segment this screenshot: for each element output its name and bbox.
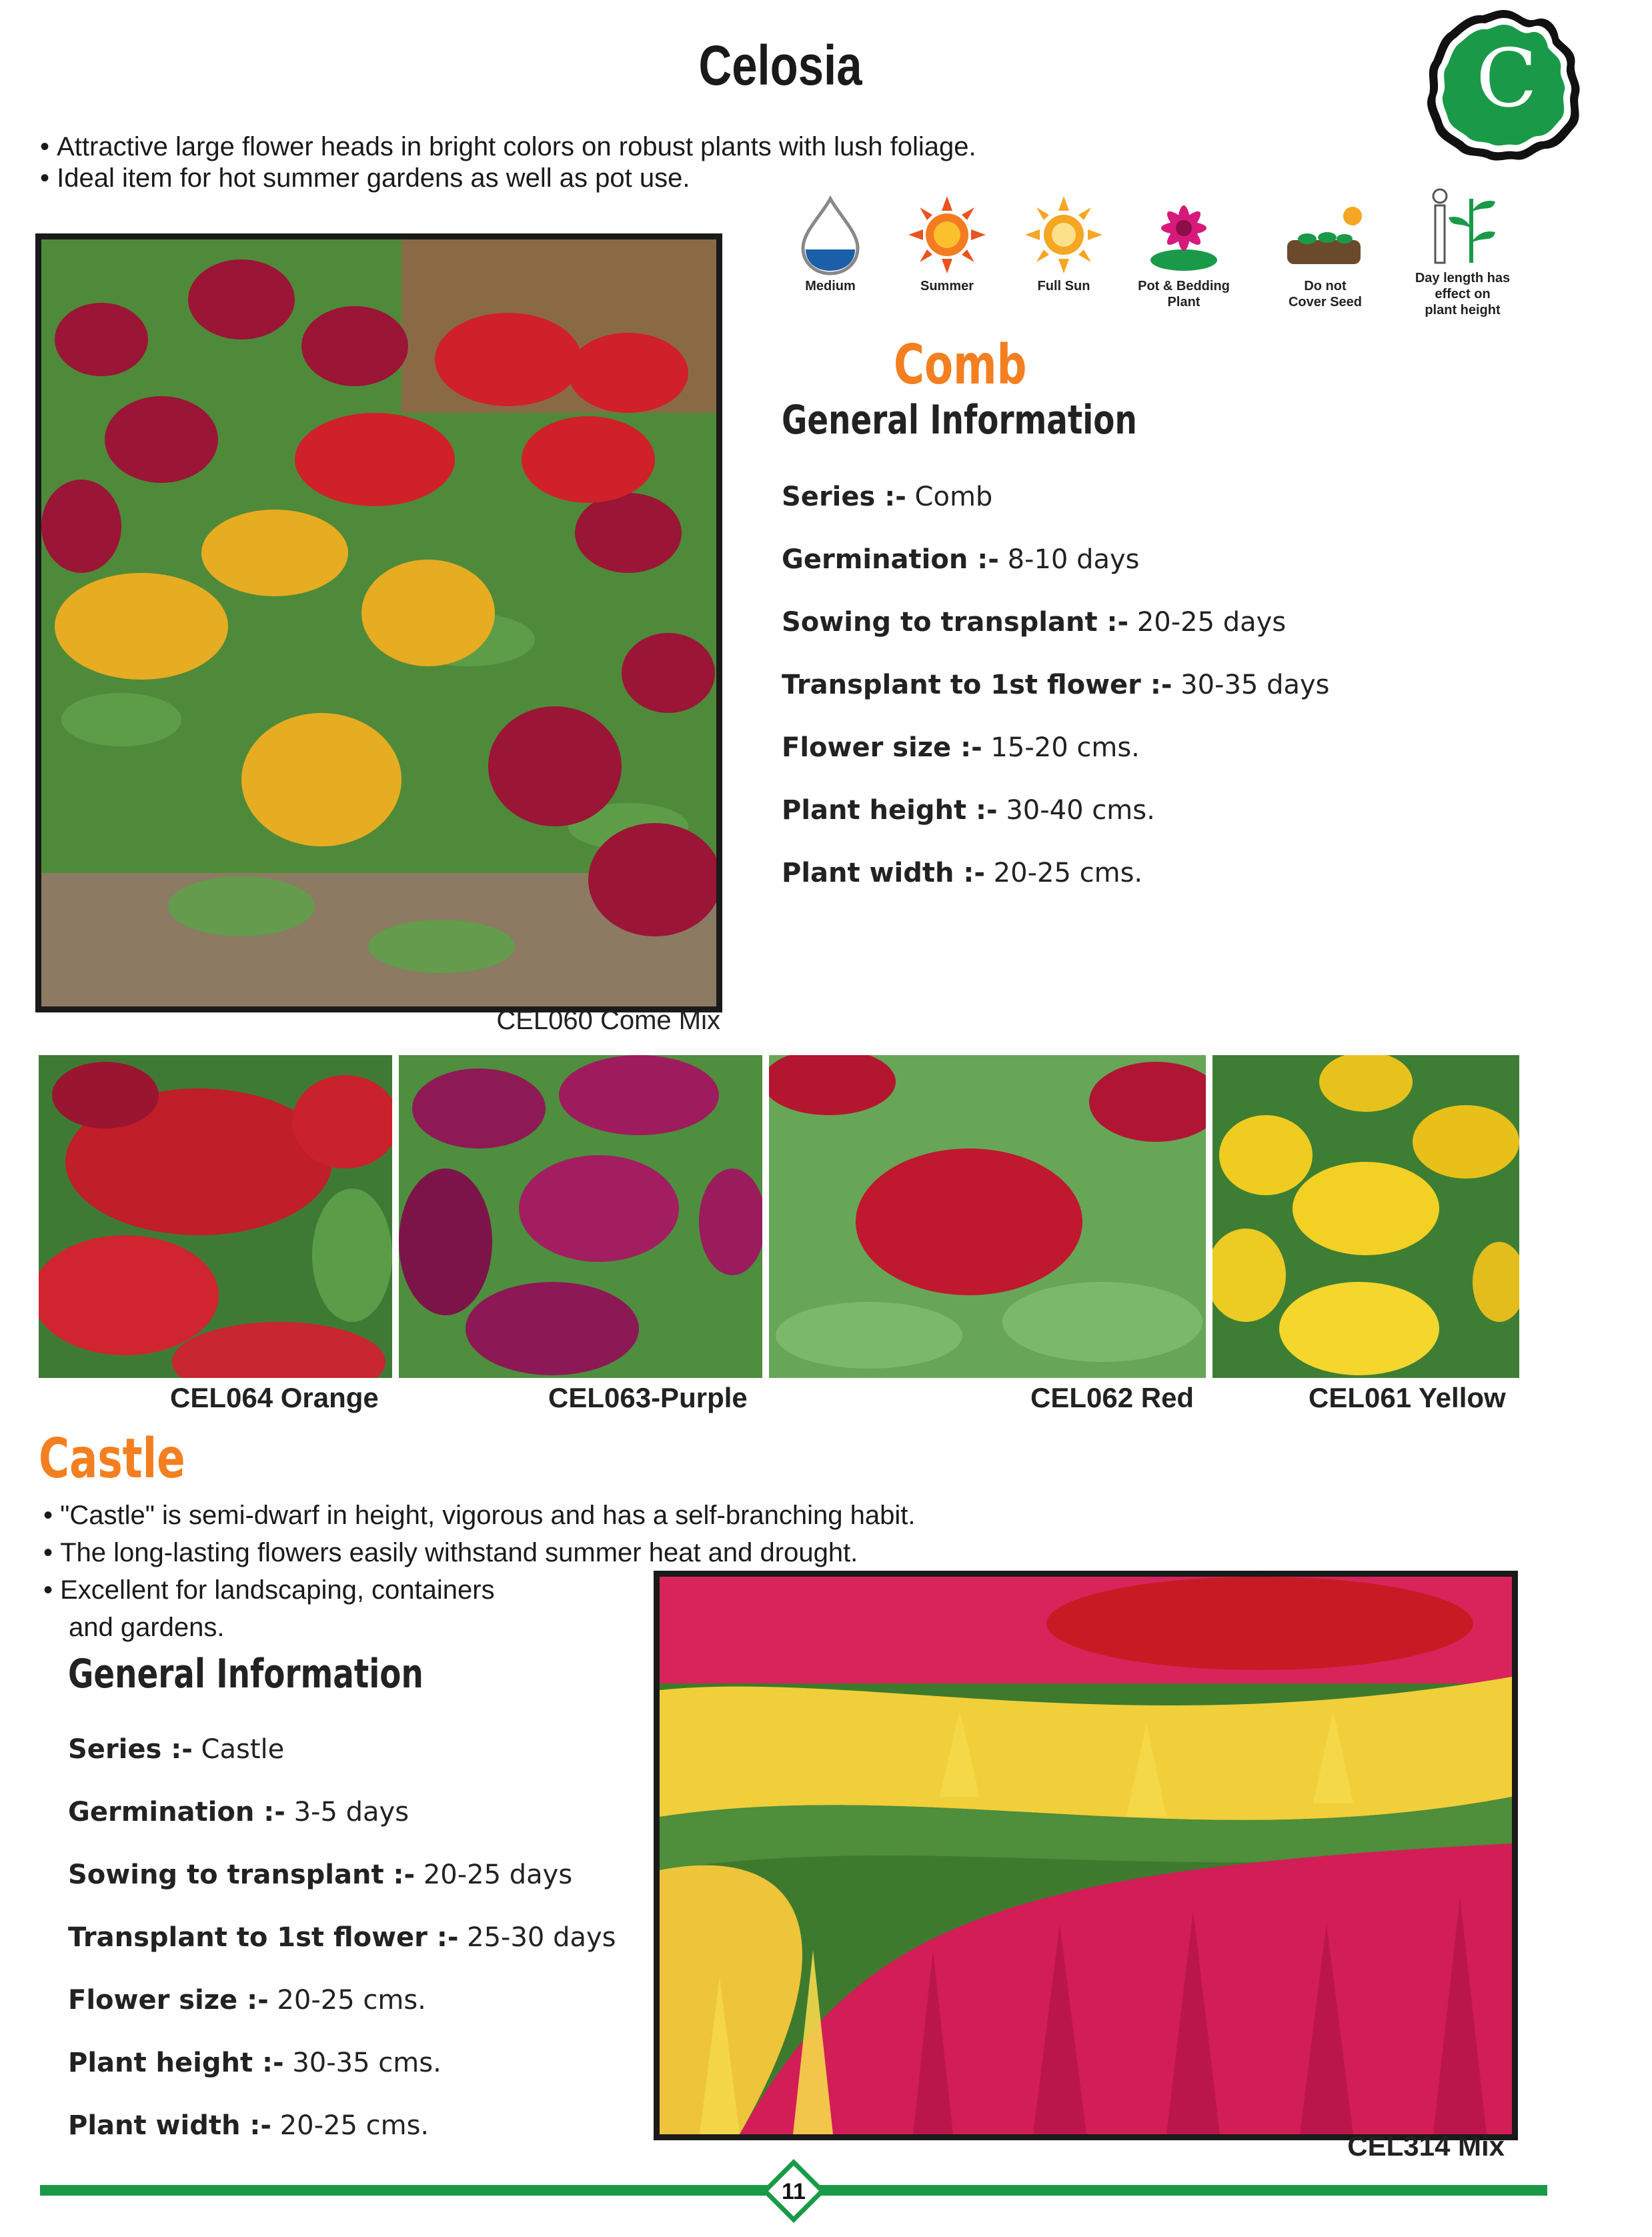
castle-heading: Castle bbox=[39, 1427, 185, 1491]
castle-bullet: • Excellent for landscaping, containers bbox=[43, 1571, 1110, 1609]
comb-info-list bbox=[782, 482, 1330, 920]
icon-full-sun: Full Sun bbox=[1014, 193, 1114, 293]
info-row-sowing: Sowing to transplant :- 20-25 days bbox=[782, 607, 1287, 638]
info-row-germination: Germination :- 3-5 days bbox=[68, 1797, 409, 1827]
info-row-plant-width: Plant width :- 20-25 cms. bbox=[68, 2110, 430, 2141]
variety-photo-red bbox=[769, 1055, 1206, 1378]
info-row-plant-height: Plant height :- 30-35 cms. bbox=[68, 2048, 442, 2078]
info-row-series: Series :- Comb bbox=[782, 482, 993, 512]
water-drop-icon bbox=[786, 193, 876, 277]
comb-main-caption: CEL060 Come Mix bbox=[496, 1006, 720, 1035]
icon-summer: Summer bbox=[897, 193, 997, 293]
castle-info-list bbox=[68, 1734, 616, 2173]
brand-logo bbox=[1421, 7, 1587, 163]
variety-caption-purple: CEL063-Purple bbox=[548, 1382, 748, 1413]
castle-bullet: • "Castle" is semi-dwarf in height, vigorous and has a self-branching habit. bbox=[43, 1497, 1110, 1534]
variety-caption-orange: CEL064 Orange bbox=[170, 1382, 379, 1413]
info-row-sowing: Sowing to transplant :- 20-25 days bbox=[68, 1859, 573, 1890]
intro-bullet: • Ideal item for hot summer gardens as well as pot use. bbox=[40, 163, 1174, 194]
info-row-plant-width: Plant width :- 20-25 cms. bbox=[782, 858, 1143, 888]
variety-photo-orange bbox=[39, 1055, 392, 1378]
variety-photo-purple bbox=[399, 1055, 762, 1378]
page-title: Celosia bbox=[698, 34, 862, 97]
comb-heading: Comb bbox=[894, 333, 1027, 397]
variety-caption-yellow: CEL061 Yellow bbox=[1309, 1382, 1506, 1413]
castle-bullet: • The long-lasting flowers easily withstand summer heat and drought. bbox=[43, 1534, 1110, 1571]
variety-caption-red: CEL062 Red bbox=[1030, 1382, 1194, 1413]
info-row-transplant: Transplant to 1st flower :- 25-30 days bbox=[68, 1922, 616, 1953]
comb-info-heading: General Information bbox=[782, 397, 1137, 444]
page-number: 11 bbox=[782, 2179, 806, 2204]
castle-bullet-continuation: and gardens. bbox=[69, 1613, 225, 1642]
castle-info-heading: General Information bbox=[68, 1651, 424, 1697]
day-length-icon bbox=[1418, 185, 1508, 269]
logo-letter: C bbox=[1476, 33, 1537, 125]
page-number-badge bbox=[760, 2158, 827, 2224]
variety-photo-yellow bbox=[1212, 1055, 1519, 1378]
icon-do-not-cover: Do not Cover Seed bbox=[1275, 193, 1375, 309]
sun-summer-icon bbox=[902, 193, 992, 277]
info-row-flower-size: Flower size :- 20-25 cms. bbox=[68, 1985, 426, 2016]
intro-bullet: • Attractive large flower heads in bright colors on robust plants with lush foliage. bbox=[40, 131, 1174, 163]
castle-photo bbox=[654, 1571, 1518, 2140]
intro-bullets bbox=[40, 131, 1174, 194]
icon-day-length: Day length has effect on plant height bbox=[1413, 185, 1513, 317]
icon-medium: Medium bbox=[780, 193, 880, 293]
icon-pot-bedding: Pot & Bedding Plant bbox=[1134, 193, 1234, 309]
info-row-series: Series :- Castle bbox=[68, 1734, 285, 1765]
pot-bedding-icon bbox=[1139, 193, 1229, 277]
comb-main-photo bbox=[35, 233, 722, 1012]
info-row-transplant: Transplant to 1st flower :- 30-35 days bbox=[782, 670, 1330, 700]
castle-photo-caption: CEL314 Mix bbox=[1347, 2130, 1505, 2162]
info-row-flower-size: Flower size :- 15-20 cms. bbox=[782, 732, 1140, 763]
do-not-cover-seed-icon bbox=[1281, 193, 1371, 277]
info-row-germination: Germination :- 8-10 days bbox=[782, 544, 1140, 575]
info-row-plant-height: Plant height :- 30-40 cms. bbox=[782, 795, 1155, 826]
full-sun-icon bbox=[1019, 193, 1109, 277]
icon-row bbox=[780, 193, 1547, 340]
